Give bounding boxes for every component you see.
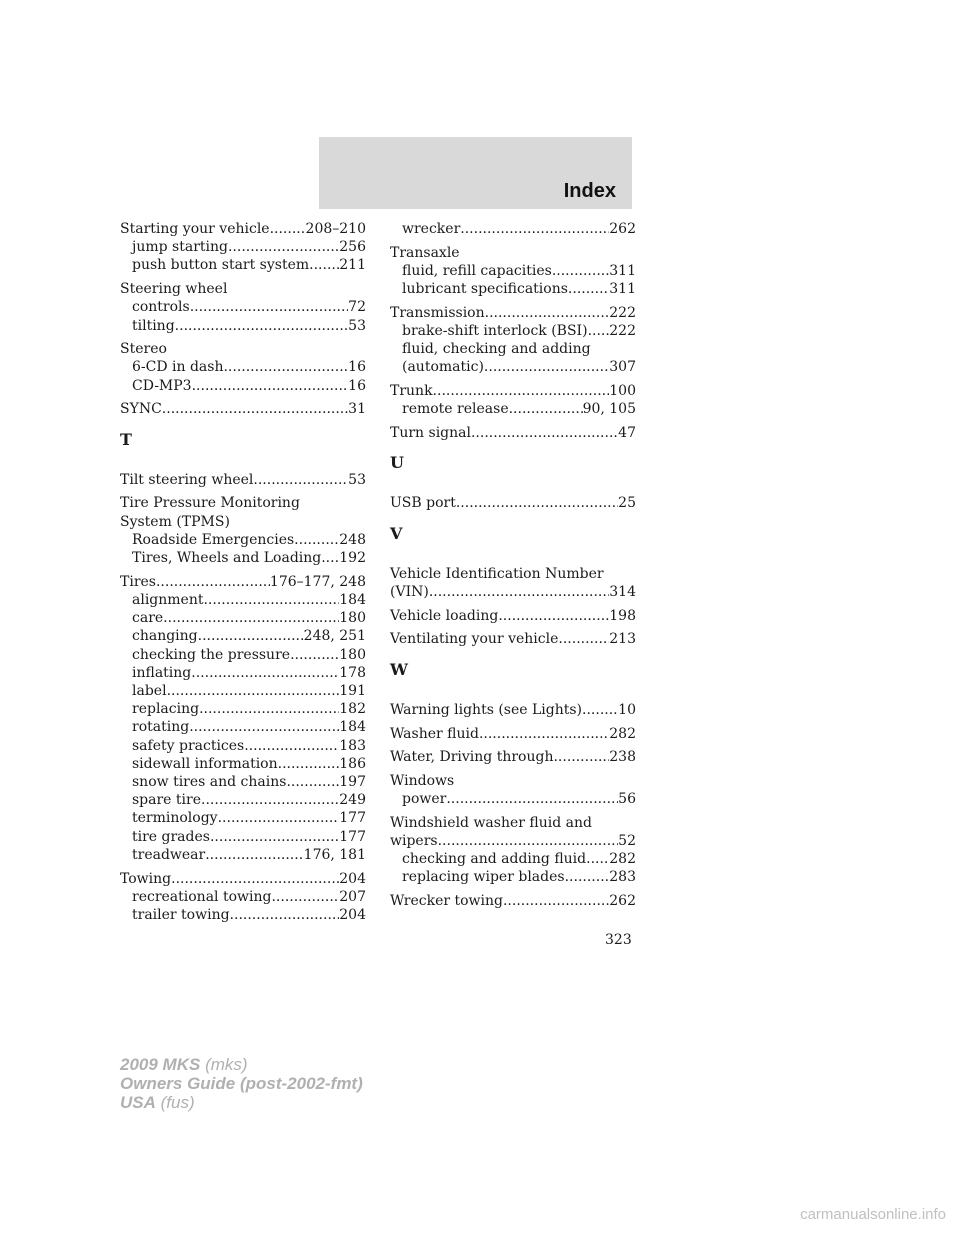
page-ref: 10 [618, 701, 636, 718]
dot-leader [190, 298, 348, 316]
index-subentry [120, 846, 366, 864]
page-ref: 47 [618, 425, 636, 442]
footer-model: 2009 MKS [120, 1055, 201, 1074]
dot-leader [244, 737, 339, 755]
entry-text: Tires, Wheels and Loading [132, 550, 322, 567]
entry-text: controls [132, 299, 190, 316]
entry-text: System (TPMS) [120, 513, 230, 530]
entry-text: snow tires and chains [132, 773, 287, 790]
index-entry [390, 892, 636, 910]
dot-leader [429, 583, 609, 601]
index-entry [120, 494, 366, 567]
page-ref: 192 [339, 550, 366, 567]
index-subentry [120, 755, 366, 773]
index-subentry [120, 773, 366, 791]
index-term [390, 748, 636, 766]
dot-leader [553, 748, 609, 766]
entry-text: checking and adding fluid [402, 851, 587, 868]
page-ref: 222 [609, 323, 636, 340]
index-subentry [120, 591, 366, 609]
page-ref: 16 [348, 377, 366, 394]
index-subentry [390, 790, 636, 808]
index-entry [390, 304, 636, 377]
dot-leader [228, 238, 339, 256]
entry-text: Vehicle loading [390, 607, 499, 624]
entry-text: treadwear [132, 846, 206, 863]
page-ref: 178 [339, 664, 366, 681]
index-entry [390, 565, 636, 601]
index-subentry [120, 718, 366, 736]
page-ref: 180 [339, 610, 366, 627]
index-term [390, 814, 636, 832]
index-entry [120, 220, 366, 275]
dot-leader [189, 718, 339, 736]
index-entry [120, 280, 366, 335]
dot-leader [278, 755, 340, 773]
index-term [120, 573, 366, 591]
dot-leader [321, 549, 339, 567]
entry-text: Stereo [120, 341, 167, 358]
index-term [120, 220, 366, 238]
dot-leader [456, 494, 618, 512]
dot-leader [479, 725, 609, 743]
index-term [120, 494, 366, 512]
index-subentry [120, 888, 366, 906]
entry-text: inflating [132, 664, 192, 681]
page-ref: 177 [339, 810, 366, 827]
dot-leader [286, 773, 339, 791]
entry-text: Water, Driving through [390, 749, 554, 766]
page-ref: 262 [609, 893, 636, 910]
page-ref: 238 [609, 749, 636, 766]
dot-leader [586, 850, 609, 868]
section-letter: W [390, 659, 408, 679]
entry-text: Vehicle Identification Number [390, 565, 604, 582]
section-letter: U [390, 453, 404, 473]
page-ref: 213 [609, 631, 636, 648]
entry-text: push button start system [132, 257, 310, 274]
index-subentry [390, 322, 636, 340]
dot-leader [203, 591, 339, 609]
page-ref: 184 [339, 719, 366, 736]
page-ref: 307 [609, 359, 636, 376]
entry-text: CD-MP3 [132, 377, 192, 394]
index-subentry [120, 664, 366, 682]
page-ref: 197 [339, 773, 366, 790]
page-ref: 183 [339, 737, 366, 754]
dot-leader [309, 256, 339, 274]
entry-text: brake-shift interlock (BSI) [402, 323, 588, 340]
page-ref: 222 [609, 304, 636, 321]
dot-leader [191, 664, 339, 682]
page-ref: 248 [339, 531, 366, 548]
index-term [120, 513, 366, 531]
page-ref: 25 [618, 495, 636, 512]
entry-text: rotating [132, 719, 190, 736]
index-column-left [120, 220, 366, 930]
index-subentry [120, 809, 366, 827]
index-subentry [120, 828, 366, 846]
dot-leader [205, 846, 303, 864]
page-ref: 177 [339, 828, 366, 845]
index-term [120, 870, 366, 888]
index-entry [390, 748, 636, 766]
index-subentry [120, 358, 366, 376]
index-term [390, 725, 636, 743]
dot-leader [171, 870, 339, 888]
index-term [120, 471, 366, 489]
index-subentry [120, 627, 366, 645]
index-term [120, 400, 366, 418]
dot-leader [568, 280, 609, 298]
index-subentry [120, 737, 366, 755]
entry-text: tire grades [132, 828, 210, 845]
index-term [390, 382, 636, 400]
page-ref: 198 [609, 607, 636, 624]
index-subentry [120, 609, 366, 627]
dot-leader [485, 304, 610, 322]
index-entry [390, 725, 636, 743]
index-entry [120, 573, 366, 864]
entry-text: USB port [390, 495, 456, 512]
page-ref: 52 [618, 833, 636, 850]
watermark-text: carmanualsonline.info [800, 1206, 946, 1223]
entry-text: Washer fluid [390, 725, 479, 742]
index-subentry [120, 682, 366, 700]
index-term [120, 340, 366, 358]
entry-text: Transaxle [390, 244, 460, 261]
dot-leader [230, 906, 340, 924]
dot-leader [167, 682, 340, 700]
page-ref: 249 [339, 792, 366, 809]
page-ref: 182 [339, 701, 366, 718]
entry-text: sidewall information [132, 755, 278, 772]
index-subentry [120, 700, 366, 718]
page-ref: 256 [339, 239, 366, 256]
index-entry [390, 382, 636, 418]
dot-leader [290, 646, 339, 664]
dot-leader [565, 868, 610, 886]
footer-market: USA [120, 1093, 156, 1112]
dot-leader [162, 400, 348, 418]
entry-text: Turn signal [390, 425, 471, 442]
page-ref: 184 [339, 591, 366, 608]
entry-text: trailer towing [132, 906, 230, 923]
index-subentry [390, 340, 636, 358]
header-band [319, 137, 632, 209]
entry-text: Tire Pressure Monitoring [120, 495, 300, 512]
index-entry [390, 244, 636, 299]
page-ref: 282 [609, 851, 636, 868]
index-subentry [390, 400, 636, 418]
index-entry [390, 630, 636, 648]
dot-leader [198, 627, 304, 645]
index-entry [390, 814, 636, 887]
page-ref: 204 [339, 870, 366, 887]
entry-text: wipers [390, 833, 438, 850]
entry-text: tilting [132, 317, 175, 334]
page-ref: 314 [609, 584, 636, 601]
index-subentry [390, 280, 636, 298]
entry-text: Ventilating your vehicle [390, 631, 559, 648]
footer-guide: Owners Guide (post-2002-fmt) [120, 1074, 363, 1093]
index-entry [390, 424, 636, 442]
dot-leader [294, 531, 339, 549]
page-ref: 90, 105 [582, 401, 636, 418]
entry-text: Starting your vehicle [120, 221, 270, 237]
entry-text: Towing [120, 870, 172, 887]
page-ref: 31 [348, 401, 366, 418]
entry-text: fluid, checking and adding [402, 341, 591, 358]
index-term [390, 565, 636, 583]
dot-leader [271, 888, 339, 906]
index-subentry [120, 256, 366, 274]
page-number: 323 [605, 932, 632, 948]
dot-leader [484, 358, 609, 376]
index-entry [120, 471, 366, 489]
page-ref: 53 [348, 317, 366, 334]
index-entry [390, 701, 636, 719]
index-entry [390, 494, 636, 512]
index-entry [120, 870, 366, 925]
index-subentry [120, 317, 366, 335]
entry-text: replacing [132, 701, 200, 718]
index-entry [390, 607, 636, 625]
index-subentry [120, 549, 366, 567]
index-entry [120, 340, 366, 395]
page-ref: 211 [339, 257, 366, 274]
index-term [390, 832, 636, 850]
dot-leader [471, 424, 618, 442]
entry-text: recreational towing [132, 888, 272, 905]
page-ref: 248, 251 [303, 628, 366, 645]
index-term [120, 280, 366, 298]
entry-text: replacing wiper blades [402, 869, 565, 886]
dot-leader [446, 790, 618, 808]
index-subentry [120, 377, 366, 395]
entry-text: remote release [402, 401, 509, 418]
index-term [390, 701, 636, 719]
dot-leader [433, 382, 610, 400]
entry-text: (automatic) [402, 359, 484, 376]
entry-text: wrecker [402, 221, 461, 237]
page-ref: 282 [609, 725, 636, 742]
footer-market-code: (fus) [160, 1093, 195, 1112]
page-ref: 53 [348, 471, 366, 488]
entry-text: Tilt steering wheel [120, 471, 254, 488]
entry-text: label [132, 682, 167, 699]
index-subentry [120, 238, 366, 256]
dot-leader [199, 700, 339, 718]
dot-leader [201, 791, 339, 809]
entry-text: Roadside Emergencies [132, 531, 295, 548]
dot-leader [503, 892, 609, 910]
index-term [390, 494, 636, 512]
page-ref: 176–177, 248 [269, 573, 366, 590]
dot-leader [163, 609, 339, 627]
index-subentry [390, 868, 636, 886]
dot-leader [588, 322, 610, 340]
index-subentry [390, 220, 636, 238]
dot-leader [156, 573, 270, 591]
entry-text: Windshield washer fluid and [390, 814, 592, 831]
page-ref: 311 [609, 281, 636, 298]
section-letter: V [390, 523, 403, 543]
dot-leader [558, 630, 609, 648]
entry-text: (VIN) [390, 584, 429, 601]
entry-text: jump starting [132, 239, 228, 256]
dot-leader [509, 400, 583, 418]
index-entry [390, 772, 636, 808]
entry-text: spare tire [132, 792, 202, 809]
footer-doc-info [120, 1055, 363, 1112]
page-ref: 180 [339, 646, 366, 663]
entry-text: changing [132, 628, 198, 645]
entry-text: care [132, 610, 164, 627]
entry-text: fluid, refill capacities [402, 262, 552, 279]
index-term [390, 424, 636, 442]
index-subentry [120, 906, 366, 924]
index-term [390, 892, 636, 910]
dot-leader [460, 220, 609, 238]
entry-text: 6-CD in dash [132, 359, 224, 376]
dot-leader [582, 701, 618, 719]
page-ref: 72 [348, 299, 366, 316]
page-ref: 100 [609, 383, 636, 400]
index-subentry [120, 791, 366, 809]
index-column-right [390, 220, 636, 916]
dot-leader [498, 607, 609, 625]
page-ref: 191 [339, 682, 366, 699]
index-term [390, 304, 636, 322]
page-ref: 204 [339, 906, 366, 923]
page-ref: 207 [339, 888, 366, 905]
section-letter: T [120, 429, 132, 449]
entry-text: safety practices [132, 737, 245, 754]
page-ref: 208–210 [305, 221, 366, 237]
index-subentry [120, 298, 366, 316]
dot-leader [210, 828, 339, 846]
index-term [390, 607, 636, 625]
dot-leader [192, 377, 349, 395]
index-subentry [390, 850, 636, 868]
entry-text: checking the pressure [132, 646, 291, 663]
entry-text: terminology [132, 810, 218, 827]
entry-text: Steering wheel [120, 281, 228, 298]
entry-text: Tires [120, 573, 156, 590]
page-ref: 16 [348, 359, 366, 376]
footer-model-code: (mks) [205, 1055, 248, 1074]
entry-text: Transmission [390, 304, 485, 321]
entry-text: alignment [132, 591, 204, 608]
page-title: Index [563, 180, 616, 202]
index-term [390, 772, 636, 790]
dot-leader [438, 832, 619, 850]
index-entry [120, 400, 366, 418]
page-ref: 186 [339, 755, 366, 772]
dot-leader [270, 220, 306, 238]
entry-text: Windows [390, 772, 455, 789]
page-ref: 176, 181 [303, 846, 366, 863]
dot-leader [175, 317, 349, 335]
page-ref: 311 [609, 262, 636, 279]
index-subentry [120, 646, 366, 664]
entry-text: Warning lights (see Lights) [390, 701, 583, 718]
dot-leader [223, 358, 348, 376]
entry-text: SYNC [120, 401, 162, 418]
page-ref: 262 [609, 221, 636, 237]
entry-text: power [402, 791, 447, 808]
page-ref: 56 [618, 791, 636, 808]
dot-leader [218, 809, 340, 827]
index-term [390, 244, 636, 262]
entry-text: Trunk [390, 383, 433, 400]
page-ref: 283 [609, 869, 636, 886]
index-entry [390, 220, 636, 238]
index-subentry [390, 262, 636, 280]
entry-text: lubricant specifications [402, 281, 568, 298]
index-term [390, 630, 636, 648]
dot-leader [552, 262, 609, 280]
index-term [390, 583, 636, 601]
index-subentry [120, 531, 366, 549]
dot-leader [253, 471, 348, 489]
entry-text: Wrecker towing [390, 893, 503, 910]
index-subentry [390, 358, 636, 376]
